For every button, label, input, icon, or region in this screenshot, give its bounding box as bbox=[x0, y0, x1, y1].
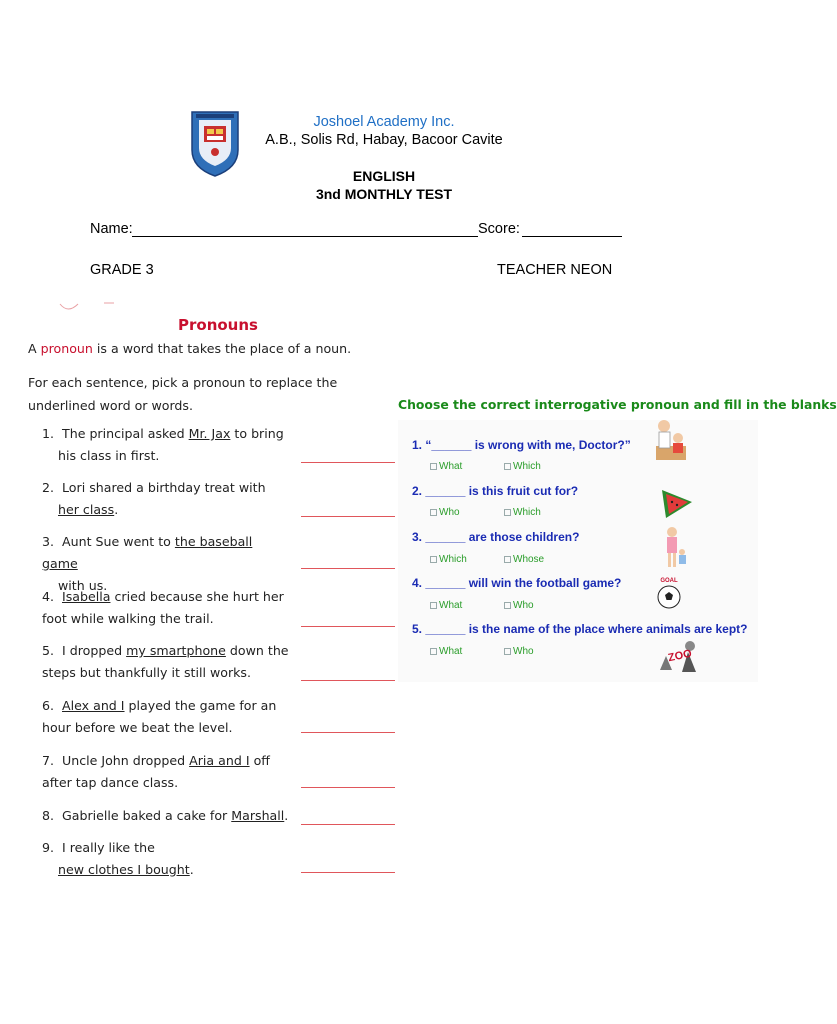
answer-line[interactable] bbox=[301, 680, 395, 681]
item-number: 4. bbox=[42, 589, 55, 604]
option-label: Which bbox=[513, 461, 541, 472]
underlined-noun: Isabella bbox=[62, 589, 111, 604]
item-text: down the steps but thankfully it still works. bbox=[42, 643, 289, 680]
score-blank-line[interactable] bbox=[522, 236, 622, 237]
item-text: I really like the bbox=[62, 840, 155, 855]
item-text: Aunt Sue went to bbox=[62, 534, 171, 549]
item-text: I dropped bbox=[62, 643, 123, 658]
item-text: . bbox=[114, 502, 119, 517]
item-number: 6. bbox=[42, 698, 55, 713]
item-text: to bring bbox=[234, 426, 284, 441]
option-label: Who bbox=[513, 646, 534, 657]
option-checkbox[interactable] bbox=[430, 554, 467, 565]
answer-line[interactable] bbox=[301, 787, 395, 788]
exercise-item bbox=[42, 695, 292, 739]
exercise-item bbox=[42, 477, 292, 521]
soccer-ball-illustration bbox=[656, 578, 682, 614]
exercise-item bbox=[42, 423, 292, 467]
checkbox-icon bbox=[504, 648, 511, 655]
soccer-ball-icon bbox=[656, 584, 682, 610]
item-number: 5. bbox=[42, 643, 55, 658]
underlined-noun: Alex and I bbox=[62, 698, 125, 713]
item-text: with us. bbox=[58, 578, 108, 593]
school-address: A.B., Solis Rd, Habay, Bacoor Cavite bbox=[265, 132, 503, 148]
question-2: 2. ______ is this fruit cut for? bbox=[412, 484, 579, 498]
item-text: his class in first. bbox=[58, 448, 160, 463]
option-label: Who bbox=[513, 600, 534, 611]
item-text: Uncle John dropped bbox=[62, 753, 186, 768]
goal-text: GOAL bbox=[660, 578, 678, 584]
answer-line[interactable] bbox=[301, 872, 395, 873]
checkbox-icon bbox=[430, 648, 437, 655]
item-text: off after tap dance class. bbox=[42, 753, 270, 790]
option-checkbox[interactable] bbox=[504, 646, 534, 657]
school-name: Joshoel Academy Inc. bbox=[313, 114, 455, 130]
item-text: played the game for an hour before we beat the level. bbox=[42, 698, 277, 735]
underlined-noun: her class bbox=[58, 502, 115, 517]
definition-text-rest: is a word that takes the place of a noun. bbox=[96, 341, 352, 356]
answer-line[interactable] bbox=[301, 626, 395, 627]
underlined-noun: Aria and I bbox=[189, 753, 250, 768]
option-label: What bbox=[439, 646, 463, 657]
teacher-label: TEACHER NEON bbox=[497, 262, 613, 278]
doctor-patient-illustration bbox=[650, 416, 694, 466]
underlined-noun: new clothes I bought bbox=[58, 862, 190, 877]
checkbox-icon bbox=[504, 509, 511, 516]
exercise-item bbox=[42, 837, 292, 881]
item-text: . bbox=[284, 808, 289, 823]
checkbox-icon bbox=[504, 463, 511, 470]
option-checkbox[interactable] bbox=[430, 507, 460, 518]
option-label: Which bbox=[513, 507, 541, 518]
item-text: Gabrielle baked a cake for bbox=[62, 808, 228, 823]
option-checkbox[interactable] bbox=[430, 646, 462, 657]
underlined-noun: the baseball game bbox=[42, 534, 253, 571]
zoo-illustration bbox=[656, 636, 700, 676]
item-text: cried because she hurt her foot while walking the trail. bbox=[42, 589, 284, 626]
checkbox-icon bbox=[430, 602, 437, 609]
name-blank-line[interactable] bbox=[132, 236, 478, 237]
answer-line[interactable] bbox=[301, 732, 395, 733]
exercise-item bbox=[42, 640, 292, 684]
checkbox-icon bbox=[430, 509, 437, 516]
item-text: Lori shared a birthday treat with bbox=[62, 480, 266, 495]
score-label: Score: bbox=[478, 221, 520, 237]
grade-label: GRADE 3 bbox=[90, 262, 154, 278]
interrogative-panel bbox=[398, 420, 758, 682]
worksheet-instructions: For each sentence, pick a pronoun to replace the underlined word or words. bbox=[28, 375, 338, 413]
test-title: 3nd MONTHLY TEST bbox=[315, 186, 453, 202]
pronoun-definition bbox=[28, 341, 351, 356]
watermelon-illustration bbox=[658, 484, 696, 522]
item-number: 1. bbox=[42, 426, 55, 441]
worksheet-title: Pronouns bbox=[178, 316, 258, 334]
option-label: Who bbox=[439, 507, 460, 518]
children-illustration bbox=[660, 526, 690, 572]
answer-line[interactable] bbox=[301, 824, 395, 825]
item-number: 9. bbox=[42, 840, 55, 855]
checkbox-icon bbox=[430, 463, 437, 470]
underlined-noun: my smartphone bbox=[126, 643, 226, 658]
definition-highlight: pronoun bbox=[40, 341, 93, 356]
item-text: The principal asked bbox=[62, 426, 185, 441]
checkbox-icon bbox=[504, 602, 511, 609]
option-label: Which bbox=[439, 554, 467, 565]
decorative-mark bbox=[58, 300, 118, 314]
item-text: . bbox=[189, 862, 194, 877]
name-label: Name: bbox=[90, 221, 133, 237]
option-checkbox[interactable] bbox=[430, 461, 462, 472]
question-4: 4. ______ will win the football game? bbox=[412, 576, 622, 590]
checkbox-icon bbox=[504, 556, 511, 563]
option-checkbox[interactable] bbox=[504, 507, 541, 518]
underlined-noun: Mr. Jax bbox=[188, 426, 231, 441]
option-checkbox[interactable] bbox=[504, 600, 534, 611]
underlined-noun: Marshall bbox=[231, 808, 285, 823]
option-label: Whose bbox=[513, 554, 545, 565]
item-number: 8. bbox=[42, 808, 55, 823]
answer-line[interactable] bbox=[301, 516, 395, 517]
question-1: 1. “______ is wrong with me, Doctor?” bbox=[412, 438, 631, 452]
item-number: 3. bbox=[42, 534, 55, 549]
interrogative-title: Choose the correct interrogative pronoun and fill in the blanks bbox=[398, 397, 837, 412]
exercise-item bbox=[42, 586, 292, 630]
subject-title: ENGLISH bbox=[352, 168, 416, 184]
definition-text-start: A bbox=[28, 341, 37, 356]
option-label: What bbox=[439, 600, 463, 611]
zoo-text: ZOO bbox=[667, 647, 693, 665]
question-3: 3. ______ are those children? bbox=[412, 530, 580, 544]
item-number: 7. bbox=[42, 753, 55, 768]
exercise-item bbox=[42, 805, 292, 827]
exercise-item bbox=[42, 750, 292, 794]
item-number: 2. bbox=[42, 480, 55, 495]
option-checkbox[interactable] bbox=[504, 554, 544, 565]
question-5: 5. ______ is the name of the place where animals are kept? bbox=[412, 622, 748, 636]
option-checkbox[interactable] bbox=[430, 600, 462, 611]
answer-line[interactable] bbox=[301, 568, 395, 569]
option-label: What bbox=[439, 461, 463, 472]
option-checkbox[interactable] bbox=[504, 461, 541, 472]
checkbox-icon bbox=[430, 556, 437, 563]
answer-line[interactable] bbox=[301, 462, 395, 463]
